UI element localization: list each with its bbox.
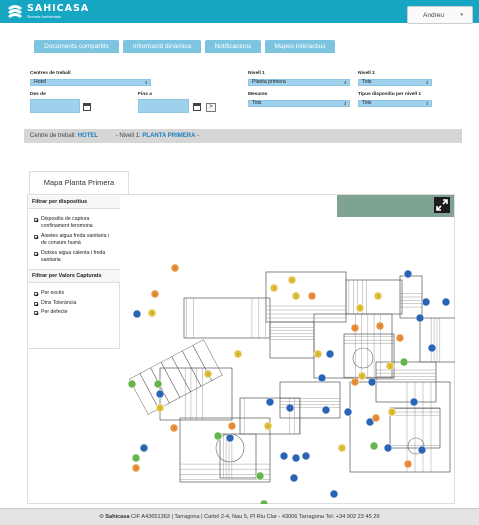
tab-map-planta-primera[interactable]: Mapa Planta Primera (29, 171, 129, 194)
logo-subtitle: Serveis Ambientals (27, 14, 62, 19)
device-marker-glyph: ! (174, 265, 176, 271)
device-marker-glyph: ! (135, 465, 137, 471)
nivell1-value: Planta primera (252, 79, 286, 85)
breadcrumb-prefix: Centre de treball: (30, 133, 77, 139)
device-marker-blue[interactable] (318, 374, 326, 382)
device-marker-glyph: ! (399, 335, 401, 341)
device-marker-blue[interactable] (418, 446, 426, 454)
device-marker-blue[interactable] (428, 344, 436, 352)
device-marker-blue[interactable] (286, 404, 294, 412)
device-marker-blue[interactable] (416, 314, 424, 322)
device-marker-glyph: ! (237, 351, 239, 357)
caret-down-icon: ▾ (460, 12, 463, 18)
checkbox-checked-icon[interactable] (34, 302, 38, 306)
fullscreen-icon[interactable] (434, 197, 450, 213)
filter-devices-title: Filtrar per dispositius (28, 196, 120, 209)
device-marker-glyph: ! (391, 409, 393, 415)
sahicasa-logo[interactable] (6, 3, 89, 19)
checkbox-checked-icon[interactable] (34, 218, 38, 222)
floor-plan-drawing (120, 258, 455, 504)
plan-round-feature (353, 348, 373, 368)
device-marker-glyph: ! (311, 293, 313, 299)
device-marker-glyph: ! (173, 425, 175, 431)
checkbox-checked-icon[interactable] (34, 235, 38, 239)
chevron-updown-icon: ⇕ (425, 101, 429, 106)
next-button[interactable]: > (206, 103, 216, 112)
device-marker-glyph: ! (207, 371, 209, 377)
filter-device-label: Dutxes aigua calenta i freda sanitaria (41, 249, 106, 264)
fins-date-input[interactable] (138, 99, 189, 113)
footer-text: CIF A43651363 | Tarragona | Carbó 2-4, Nau 5, Pl Riu Clar - 43006 Tarragona Tel: +34 902 23 45 29 (129, 514, 380, 520)
filter-value-item[interactable] (28, 299, 119, 308)
device-marker-blue[interactable] (404, 270, 412, 278)
device-marker-green[interactable] (256, 472, 264, 480)
filter-device-label: Aixetes aigua freda sanitaria i de consum humà (41, 232, 110, 247)
device-marker-blue[interactable] (410, 398, 418, 406)
device-marker-green[interactable] (132, 454, 140, 462)
tipus-select[interactable] (358, 100, 432, 107)
breadcrumb-separator: - Nivell 1: (115, 133, 141, 139)
plan-room-outline (129, 373, 161, 414)
des-date-input[interactable] (30, 99, 80, 113)
user-name: Andreu (423, 12, 444, 19)
filter-value-item[interactable] (28, 289, 119, 298)
plan-room-outline (180, 418, 270, 482)
tipus-label: Tipus dispositiu per nivell 1 (358, 92, 422, 97)
device-marker-glyph: ! (317, 351, 319, 357)
floor-plan-map[interactable] (120, 258, 455, 504)
footer-brand: © Sahicasa (99, 514, 130, 520)
centre-select[interactable] (30, 79, 151, 86)
device-marker-glyph: ! (361, 373, 363, 379)
device-marker-blue[interactable] (226, 434, 234, 442)
device-marker-blue[interactable] (384, 444, 392, 452)
device-marker-green[interactable] (260, 500, 268, 504)
plan-room-outline (350, 379, 450, 472)
device-marker-blue[interactable] (266, 398, 274, 406)
checkbox-checked-icon[interactable] (34, 252, 38, 256)
device-marker-glyph: ! (273, 285, 275, 291)
filter-value-label: Dins Tolerància (41, 299, 77, 306)
main-tabs (34, 40, 339, 53)
plan-room-outline (280, 382, 340, 418)
device-marker-glyph: ! (379, 323, 381, 329)
mesures-label: Mesures (248, 92, 268, 97)
device-marker-glyph: ! (377, 293, 379, 299)
device-marker-blue[interactable] (322, 406, 330, 414)
device-marker-glyph: ! (231, 423, 233, 429)
plan-room-outline (420, 318, 455, 362)
device-marker-blue[interactable] (422, 298, 430, 306)
device-marker-blue[interactable] (290, 474, 298, 482)
device-marker-glyph: ! (154, 291, 156, 297)
tab-documents[interactable]: Documents compartits (34, 40, 119, 53)
calendar-icon[interactable] (83, 103, 91, 111)
mesures-select[interactable] (248, 100, 350, 107)
filter-value-label: Per defecte (41, 309, 68, 316)
plan-room-outline (184, 298, 270, 338)
breadcrumb-suffix: - (197, 133, 200, 139)
nivell2-value: Tots (362, 79, 372, 85)
plan-room-outline (161, 357, 190, 398)
device-marker-glyph: ! (354, 379, 356, 385)
device-marker-blue[interactable] (326, 350, 334, 358)
chevron-updown-icon: ⇕ (343, 101, 347, 106)
chevron-updown-icon: ⇕ (343, 80, 347, 85)
device-marker-blue[interactable] (442, 298, 450, 306)
device-marker-green[interactable] (214, 432, 222, 440)
device-marker-green[interactable] (154, 380, 162, 388)
mesures-value: Tots (252, 100, 262, 106)
plan-room-outline (140, 368, 169, 409)
device-marker-glyph: ! (159, 405, 161, 411)
centre-label: Centres de treball (30, 71, 71, 76)
device-marker-glyph: ! (291, 277, 293, 283)
device-marker-glyph: ! (341, 445, 343, 451)
filter-values-title: Filtrar per Valors Capturats (28, 270, 120, 283)
plan-room-outline (266, 272, 346, 322)
top-bar (0, 0, 479, 23)
device-marker-blue[interactable] (292, 454, 300, 462)
filters-panel (28, 196, 120, 349)
plan-room-outline (344, 334, 394, 378)
plan-room-outline (182, 345, 211, 386)
device-marker-blue[interactable] (280, 452, 288, 460)
device-marker-blue[interactable] (140, 444, 148, 452)
chevron-updown-icon: ⇕ (144, 80, 148, 85)
centre-value: Hotel (34, 79, 47, 85)
device-marker-glyph: ! (267, 423, 269, 429)
breadcrumb-nivell[interactable]: PLANTA PRIMERA (142, 133, 196, 139)
device-marker-green[interactable] (400, 358, 408, 366)
filter-value-label: Per excés (41, 290, 65, 297)
device-marker-glyph: ! (389, 363, 391, 369)
filter-device-item[interactable] (28, 249, 120, 266)
device-marker-glyph: ! (295, 293, 297, 299)
breadcrumb (24, 129, 462, 143)
logo-name: SAHICASA (27, 3, 90, 14)
nivell1-label: Nivell 1 (248, 71, 265, 76)
device-marker-green[interactable] (370, 442, 378, 450)
logo-mark-icon (6, 3, 24, 19)
checkbox-checked-icon[interactable] (34, 292, 38, 296)
device-marker-blue[interactable] (344, 408, 352, 416)
device-marker-glyph: ! (407, 461, 409, 467)
user-menu-button[interactable] (407, 6, 473, 24)
device-marker-glyph: ! (151, 310, 153, 316)
filter-device-label: Dispositiu de captura confinament feromona (41, 216, 93, 230)
device-marker-blue[interactable] (302, 452, 310, 460)
chevron-updown-icon: ⇕ (425, 80, 429, 85)
device-marker-glyph: ! (375, 415, 377, 421)
fins-label: Fins a (138, 92, 152, 97)
checkbox-checked-icon[interactable] (34, 311, 38, 315)
breadcrumb-centre[interactable]: HOTEL (77, 133, 99, 139)
filter-device-item[interactable] (28, 232, 120, 249)
footer (0, 508, 479, 525)
device-marker-blue[interactable] (156, 390, 164, 398)
nivell1-select[interactable] (248, 79, 350, 86)
filter-device-item[interactable] (28, 215, 120, 232)
tab-dynamic-info[interactable]: Informació dinàmica (123, 40, 201, 53)
device-marker-blue[interactable] (330, 490, 338, 498)
filter-value-item[interactable] (28, 308, 119, 317)
nivell2-label: Nivell 2 (358, 71, 375, 76)
device-marker-glyph: ! (359, 305, 361, 311)
tipus-value: Tots (362, 100, 372, 106)
des-label: Des de (30, 92, 46, 97)
plan-room-outline (270, 322, 314, 358)
tab-interactive-maps[interactable]: Mapes interactius (265, 40, 335, 53)
device-marker-green[interactable] (128, 380, 136, 388)
device-marker-blue[interactable] (368, 378, 376, 386)
tab-notifications[interactable]: Notificacions (205, 40, 261, 53)
plan-room-outline (220, 434, 256, 478)
calendar-icon[interactable] (193, 103, 201, 111)
device-marker-glyph: ! (354, 325, 356, 331)
device-marker-blue[interactable] (133, 310, 141, 318)
nivell2-select[interactable] (358, 79, 432, 86)
